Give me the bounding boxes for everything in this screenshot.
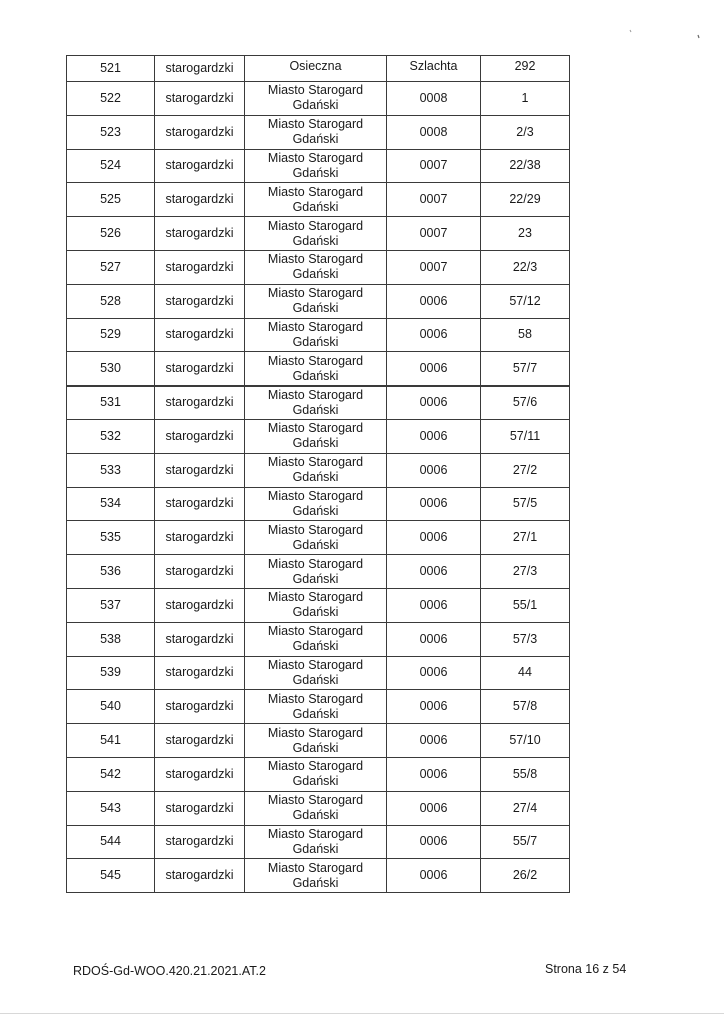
cell-district: starogardzki [155, 791, 245, 825]
cell-precinct: 0006 [387, 622, 481, 656]
table-row [67, 284, 570, 318]
cell-precinct: 0006 [387, 656, 481, 690]
cell-commune: Osieczna [245, 56, 387, 82]
cell-parcel: 27/3 [481, 555, 570, 589]
cell-commune: Miasto Starogard Gdański [245, 724, 387, 758]
cell-commune: Miasto Starogard Gdański [245, 859, 387, 893]
cell-commune: Miasto Starogard Gdański [245, 588, 387, 622]
cell-district: starogardzki [155, 250, 245, 284]
cell-parcel: 55/1 [481, 588, 570, 622]
table-row [67, 56, 570, 82]
cell-number: 542 [67, 757, 155, 791]
cell-district: starogardzki [155, 757, 245, 791]
cell-district: starogardzki [155, 825, 245, 859]
cell-precinct: 0006 [387, 825, 481, 859]
table-row [67, 487, 570, 521]
cell-precinct: 0006 [387, 352, 481, 386]
document-reference: RDOŚ-Gd-WOO.420.21.2021.AT.2 [73, 964, 266, 978]
cell-commune: Miasto Starogard Gdański [245, 487, 387, 521]
cell-parcel: 57/11 [481, 419, 570, 453]
cell-precinct: 0007 [387, 149, 481, 183]
cell-commune: Miasto Starogard Gdański [245, 149, 387, 183]
cell-commune: Miasto Starogard Gdański [245, 690, 387, 724]
cell-precinct: 0007 [387, 250, 481, 284]
cell-number: 539 [67, 656, 155, 690]
cell-commune: Miasto Starogard Gdański [245, 825, 387, 859]
cell-number: 523 [67, 115, 155, 149]
table-row [67, 859, 570, 893]
cell-district: starogardzki [155, 115, 245, 149]
table-row [67, 521, 570, 555]
table-row [67, 115, 570, 149]
cell-commune: Miasto Starogard Gdański [245, 453, 387, 487]
cell-number: 532 [67, 419, 155, 453]
cell-district: starogardzki [155, 284, 245, 318]
cell-district: starogardzki [155, 656, 245, 690]
cell-number: 540 [67, 690, 155, 724]
table-row [67, 149, 570, 183]
cell-parcel: 23 [481, 217, 570, 251]
page-number: Strona 16 z 54 [545, 962, 627, 976]
cell-number: 528 [67, 284, 155, 318]
cell-number: 531 [67, 386, 155, 420]
cell-precinct: 0008 [387, 82, 481, 116]
cell-parcel: 57/12 [481, 284, 570, 318]
cell-commune: Miasto Starogard Gdański [245, 318, 387, 352]
cell-parcel: 22/29 [481, 183, 570, 217]
cell-parcel: 2/3 [481, 115, 570, 149]
cell-precinct: 0006 [387, 284, 481, 318]
cell-parcel: 22/3 [481, 250, 570, 284]
cell-parcel: 57/3 [481, 622, 570, 656]
table-row [67, 724, 570, 758]
cell-district: starogardzki [155, 622, 245, 656]
table-row [67, 250, 570, 284]
cell-precinct: 0006 [387, 859, 481, 893]
cell-parcel: 57/10 [481, 724, 570, 758]
cell-parcel: 58 [481, 318, 570, 352]
cell-precinct: 0006 [387, 419, 481, 453]
cell-commune: Miasto Starogard Gdański [245, 217, 387, 251]
cell-commune: Miasto Starogard Gdański [245, 622, 387, 656]
cell-parcel: 27/4 [481, 791, 570, 825]
cell-parcel: 55/8 [481, 757, 570, 791]
cell-number: 543 [67, 791, 155, 825]
table-row [67, 318, 570, 352]
cell-commune: Miasto Starogard Gdański [245, 757, 387, 791]
table-row [67, 183, 570, 217]
cell-commune: Miasto Starogard Gdański [245, 521, 387, 555]
cell-precinct: 0006 [387, 386, 481, 420]
cell-number: 534 [67, 487, 155, 521]
cell-precinct: 0006 [387, 521, 481, 555]
cell-parcel: 55/7 [481, 825, 570, 859]
table-row [67, 588, 570, 622]
cell-precinct: 0006 [387, 555, 481, 589]
cell-precinct: 0006 [387, 453, 481, 487]
cell-district: starogardzki [155, 183, 245, 217]
cell-district: starogardzki [155, 521, 245, 555]
cell-parcel: 1 [481, 82, 570, 116]
table-row [67, 453, 570, 487]
table-row [67, 791, 570, 825]
cell-number: 527 [67, 250, 155, 284]
cell-precinct: 0006 [387, 588, 481, 622]
cell-number: 529 [67, 318, 155, 352]
cell-district: starogardzki [155, 56, 245, 82]
cell-parcel: 57/8 [481, 690, 570, 724]
cell-precinct: 0007 [387, 217, 481, 251]
table-row [67, 656, 570, 690]
table-row [67, 622, 570, 656]
cell-district: starogardzki [155, 859, 245, 893]
cell-district: starogardzki [155, 487, 245, 521]
cell-precinct: 0006 [387, 487, 481, 521]
cell-number: 526 [67, 217, 155, 251]
cell-commune: Miasto Starogard Gdański [245, 386, 387, 420]
cell-district: starogardzki [155, 82, 245, 116]
cell-number: 524 [67, 149, 155, 183]
table-row [67, 386, 570, 420]
cell-number: 533 [67, 453, 155, 487]
cell-district: starogardzki [155, 588, 245, 622]
cell-commune: Miasto Starogard Gdański [245, 284, 387, 318]
scan-marks [628, 26, 708, 46]
cell-number: 521 [67, 56, 155, 82]
cell-district: starogardzki [155, 318, 245, 352]
cell-precinct: Szlachta [387, 56, 481, 82]
parcels-table [66, 55, 570, 893]
cell-parcel: 27/1 [481, 521, 570, 555]
cell-precinct: 0006 [387, 757, 481, 791]
cell-parcel: 57/6 [481, 386, 570, 420]
cell-number: 537 [67, 588, 155, 622]
cell-district: starogardzki [155, 690, 245, 724]
table-row [67, 82, 570, 116]
cell-precinct: 0008 [387, 115, 481, 149]
scan-edge-line [0, 1013, 724, 1014]
cell-number: 545 [67, 859, 155, 893]
cell-number: 535 [67, 521, 155, 555]
cell-commune: Miasto Starogard Gdański [245, 183, 387, 217]
cell-number: 538 [67, 622, 155, 656]
cell-parcel: 57/7 [481, 352, 570, 386]
cell-district: starogardzki [155, 352, 245, 386]
cell-precinct: 0006 [387, 318, 481, 352]
cell-commune: Miasto Starogard Gdański [245, 115, 387, 149]
table-row [67, 757, 570, 791]
cell-district: starogardzki [155, 419, 245, 453]
cell-district: starogardzki [155, 555, 245, 589]
cell-number: 525 [67, 183, 155, 217]
cell-commune: Miasto Starogard Gdański [245, 419, 387, 453]
cell-number: 541 [67, 724, 155, 758]
table-row [67, 352, 570, 386]
cell-number: 544 [67, 825, 155, 859]
cell-commune: Miasto Starogard Gdański [245, 656, 387, 690]
cell-parcel: 27/2 [481, 453, 570, 487]
cell-district: starogardzki [155, 724, 245, 758]
cell-district: starogardzki [155, 386, 245, 420]
table-row [67, 825, 570, 859]
cell-parcel: 22/38 [481, 149, 570, 183]
cell-commune: Miasto Starogard Gdański [245, 791, 387, 825]
cell-parcel: 44 [481, 656, 570, 690]
cell-district: starogardzki [155, 149, 245, 183]
cell-precinct: 0006 [387, 791, 481, 825]
cell-commune: Miasto Starogard Gdański [245, 352, 387, 386]
table-row [67, 555, 570, 589]
cell-number: 522 [67, 82, 155, 116]
cell-district: starogardzki [155, 453, 245, 487]
cell-number: 536 [67, 555, 155, 589]
cell-commune: Miasto Starogard Gdański [245, 82, 387, 116]
cell-precinct: 0007 [387, 183, 481, 217]
table-row [67, 690, 570, 724]
cell-parcel: 57/5 [481, 487, 570, 521]
cell-number: 530 [67, 352, 155, 386]
cell-parcel: 292 [481, 56, 570, 82]
parcels-table-body [67, 56, 570, 893]
cell-district: starogardzki [155, 217, 245, 251]
cell-commune: Miasto Starogard Gdański [245, 250, 387, 284]
cell-precinct: 0006 [387, 724, 481, 758]
cell-precinct: 0006 [387, 690, 481, 724]
cell-parcel: 26/2 [481, 859, 570, 893]
table-row [67, 419, 570, 453]
table-row [67, 217, 570, 251]
cell-commune: Miasto Starogard Gdański [245, 555, 387, 589]
